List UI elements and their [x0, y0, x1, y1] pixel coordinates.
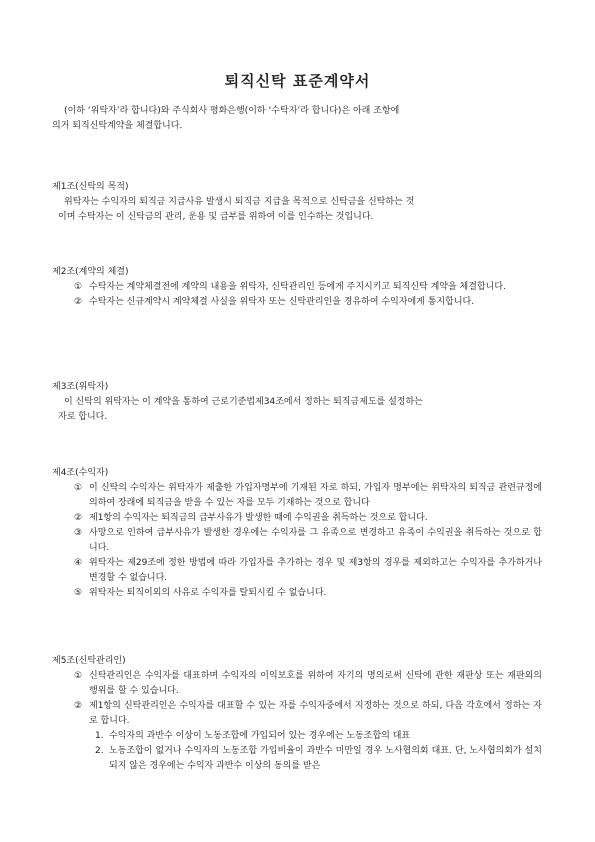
article-heading: 제2조(계약의 체결) — [52, 267, 129, 277]
clause-text: 제1항의 수익자는 퇴직금의 급부사유가 발생한 때에 수익권을 취득하는 것으로 합니다. — [89, 513, 428, 523]
article-body — [52, 195, 542, 225]
clause-item — [52, 280, 542, 295]
sub-clause-item — [52, 744, 542, 774]
clause-number: ⑤ — [74, 588, 83, 598]
article-body-line: 이며 수탁자는 이 신탁금의 관리, 운용 및 급부를 위하여 이를 인수하는 것입니다. — [58, 212, 374, 222]
clause-number: ① — [74, 282, 83, 292]
article-heading: 제1조(신탁의 목적) — [52, 182, 129, 192]
article-body — [52, 395, 542, 425]
clause-item — [52, 295, 542, 310]
clause-text: 이 신탁의 수익자는 위탁자가 제출한 가입자명부에 기재된 자로 하되, 가입자 명부에는 위탁자의 퇴직금 관련규정에 의하여 장래에 퇴직금을 받을 수 있는 자를 모두 기재하는 것으로 합니다 — [89, 483, 542, 508]
clause-number: ④ — [74, 558, 83, 568]
article-5 — [52, 654, 542, 774]
sub-clause-number: 2. — [95, 746, 104, 756]
clause-item — [52, 669, 542, 699]
clause-item — [52, 556, 542, 586]
article-3 — [52, 380, 542, 425]
intro-line: (이하 ‘위탁자’라 합니다)와 주식회사 평화은행(이하 ‘수탁자’라 합니다)은 아래 조항에 — [64, 106, 400, 116]
clause-text: 사망으로 인하여 급부사유가 발생한 경우에는 수익자를 그 유족으로 변경하고 유족이 수익권을 취득하는 것으로 합니다. — [89, 528, 542, 553]
clause-text: 수탁자는 신규계약시 계약체결 사실을 위탁자 또는 신탁관리인을 경유하여 수익자에게 통지합니다. — [89, 297, 475, 307]
intro-line: 의거 퇴직신탁계약을 체결합니다. — [52, 121, 183, 131]
sub-clause-text: 노동조합이 없거나 수익자의 노동조합 가입비율이 과반수 미만일 경우 노사협의회 대표. 단, 노사협의회가 설치되지 않은 경우에는 수익자 과반수 이상의 동의를 받은 — [109, 746, 542, 771]
intro-paragraph — [48, 104, 548, 134]
article-1 — [52, 180, 542, 225]
article-heading: 제3조(위탁자) — [52, 382, 109, 392]
clause-item — [52, 481, 542, 511]
clause-number: ③ — [74, 528, 83, 538]
clause-item — [52, 699, 542, 729]
article-heading: 제5조(신탁관리인) — [52, 656, 126, 666]
clause-number: ① — [74, 483, 83, 493]
clause-text: 제1항의 신탁관리인은 수익자를 대표할 수 있는 자를 수익자중에서 지정하는 것으로 하되, 다음 각호에서 정하는 자로 합니다. — [89, 701, 542, 726]
clause-number: ② — [74, 513, 83, 523]
sub-clause-text: 수익자의 과반수 이상이 노동조합에 가입되어 있는 경우에는 노동조합의 대표 — [109, 731, 411, 741]
clause-item — [52, 526, 542, 556]
sub-clause-item — [52, 729, 542, 744]
article-4 — [52, 466, 542, 601]
clause-number: ② — [74, 701, 83, 711]
sub-clause-number: 1. — [95, 731, 104, 741]
article-heading: 제4조(수익자) — [52, 468, 109, 478]
article-2 — [52, 265, 542, 310]
article-body-line: 자로 합니다. — [58, 412, 108, 422]
clause-item — [52, 511, 542, 526]
clause-text: 위탁자는 퇴직이외의 사유로 수익자를 탈퇴시킬 수 없습니다. — [89, 588, 327, 598]
clause-text: 수탁자는 계약체결전에 계약의 내용을 위탁자, 신탁관리인 등에게 주지시키고 퇴직신탁 계약을 체결합니다. — [89, 282, 506, 292]
page-title: 퇴직신탁 표준계약서 — [224, 72, 371, 90]
article-body-line: 위탁자는 수익자의 퇴직금 지급사유 발생시 퇴직금 지급을 목적으로 신탁금을 신탁하는 것 — [64, 197, 415, 207]
clause-number: ① — [74, 671, 83, 681]
clause-text: 신탁관리인은 수익자를 대표하며 수익자의 이익보호를 위하여 자기의 명의로써 신탁에 관한 재판상 또는 재판외의 행위를 할 수 있습니다. — [89, 671, 542, 696]
article-body-line: 이 신탁의 위탁자는 이 계약을 통하여 근로기준법제34조에서 정하는 퇴직금제도를 설정하는 — [64, 397, 423, 407]
clause-number: ② — [74, 297, 83, 307]
clause-text: 위탁자는 제29조에 정한 방법에 따라 가입자를 추가하는 경우 및 제3항의 경우를 제외하고는 수익자를 추가하거나 변경할 수 없습니다. — [89, 558, 542, 583]
clause-item — [52, 586, 542, 601]
